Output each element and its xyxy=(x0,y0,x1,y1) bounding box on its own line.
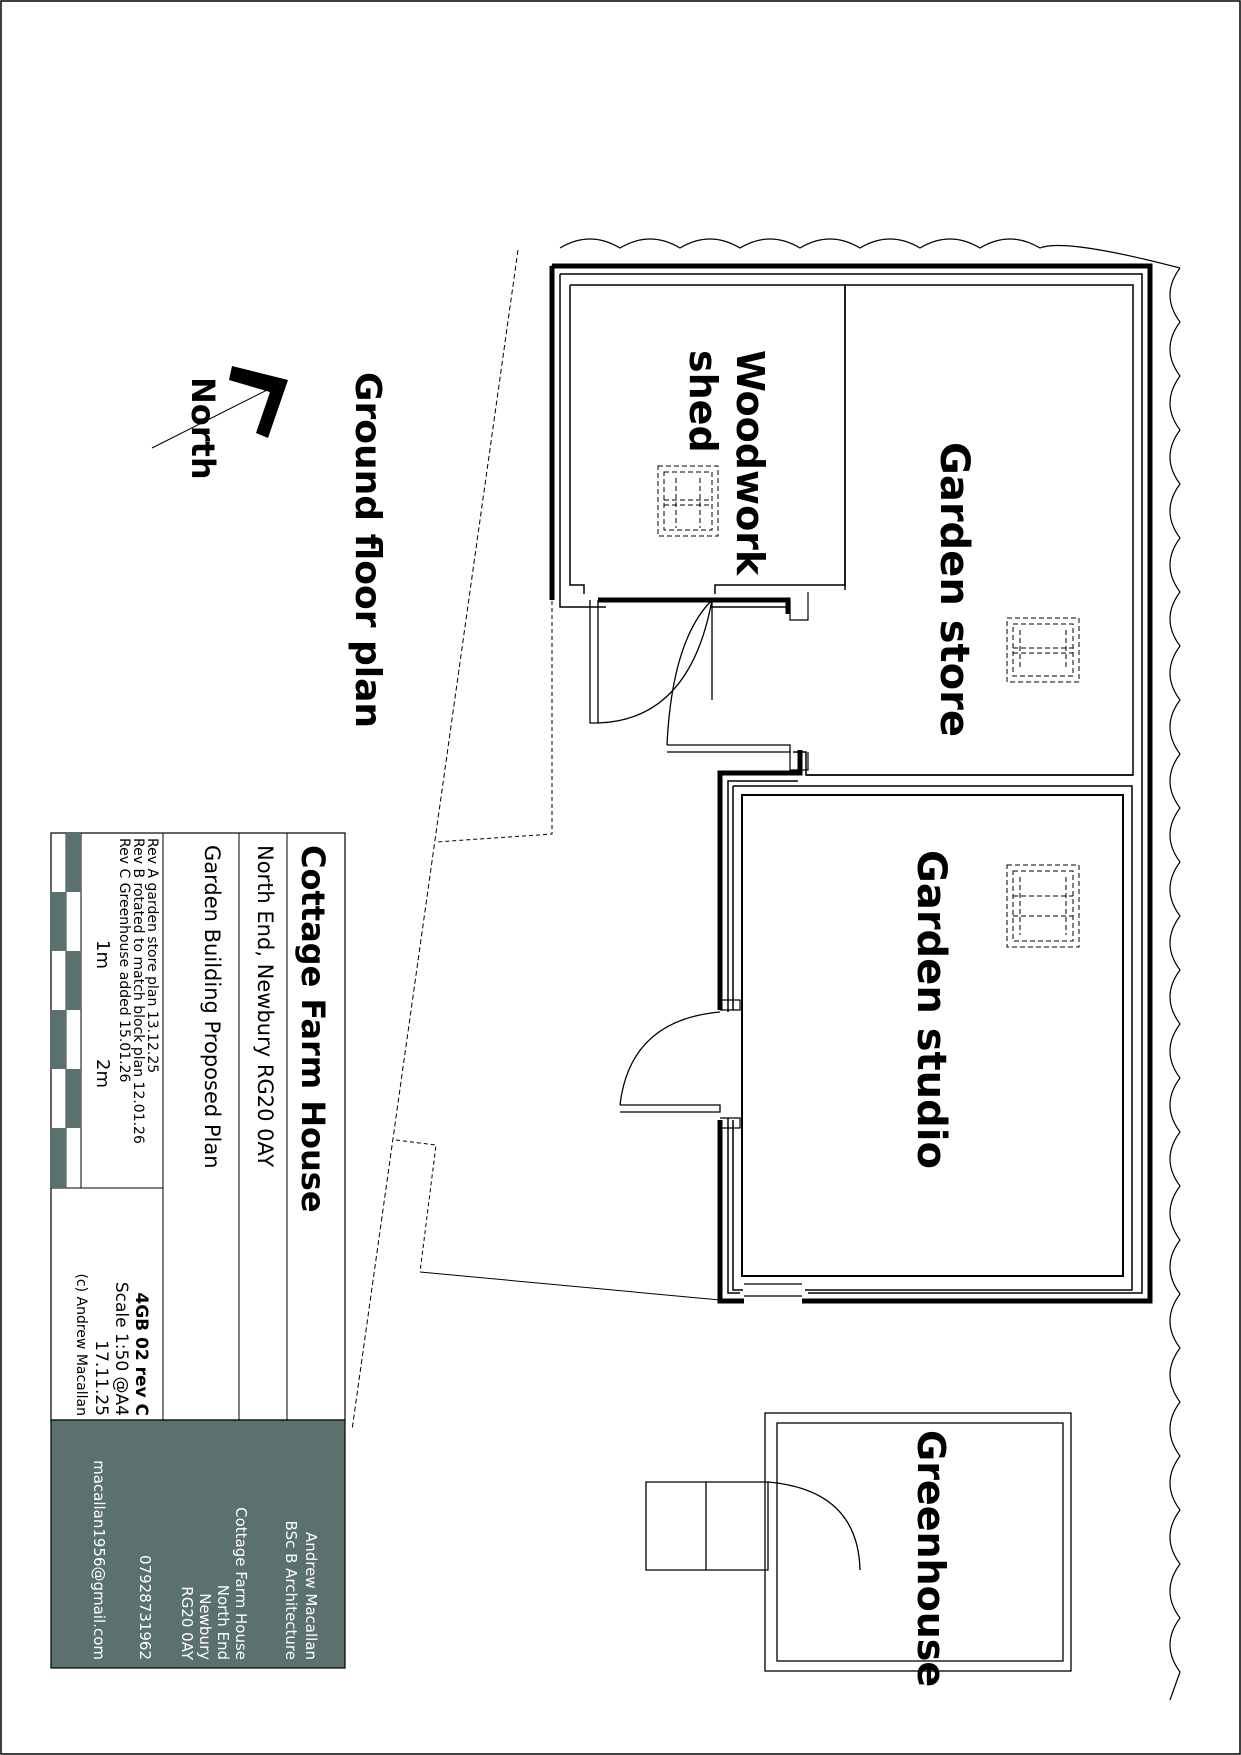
north-arrow-icon xyxy=(229,366,288,438)
project-title: Cottage Farm House xyxy=(294,845,332,1213)
room-label-shed: shed xyxy=(681,350,725,453)
architect-phone: 07928731962 xyxy=(136,1555,154,1660)
revision-c: Rev C Greenhouse added 15.01.26 xyxy=(116,838,132,1083)
room-label-woodwork: Woodwork xyxy=(728,350,772,576)
architect-email: macallan1956@gmail.com xyxy=(90,1460,108,1660)
project-address: North End, Newbury RG20 0AY xyxy=(253,845,277,1168)
greenhouse-door-swing xyxy=(768,1482,860,1570)
rooflight-studio xyxy=(1007,865,1079,947)
scale-bar-segment xyxy=(66,833,81,892)
room-label-garden-store: Garden store xyxy=(931,442,977,737)
room-label-garden-studio: Garden studio xyxy=(908,850,954,1169)
architect-address-line-2: North End xyxy=(214,1584,232,1660)
greenhouse-step xyxy=(646,1482,768,1570)
architect-address-line-3: Newbury xyxy=(196,1593,214,1660)
doors xyxy=(590,600,790,1112)
scale-bar-segment xyxy=(51,892,66,951)
plan-heading: Ground floor plan xyxy=(347,372,388,729)
copyright: (c) Andrew Macallan xyxy=(73,1273,89,1416)
studio-door-leaf xyxy=(620,1105,720,1112)
building-lining xyxy=(570,285,1133,775)
revision-b: Rev B rotated to match block plan 12.01.26 xyxy=(130,838,146,1144)
north-arrow xyxy=(152,366,288,480)
drawing-date: 17.11.25 xyxy=(91,1340,111,1416)
shed-door-leaf xyxy=(590,600,598,723)
architect-address-line-4: RG20 0AY xyxy=(178,1586,196,1660)
building-outer-wall xyxy=(552,266,1150,1301)
store-door-swing xyxy=(667,600,712,745)
drawing-scale: Scale 1:50 @A4 xyxy=(111,1281,131,1416)
studio-door-swing xyxy=(620,1012,720,1105)
scale-bar-segment xyxy=(66,1069,81,1128)
architect-address-line-1: Cottage Farm House xyxy=(232,1507,250,1660)
scale-bar-label-2m: 2m xyxy=(92,1059,113,1088)
shed-door-swing xyxy=(598,600,712,723)
greenhouse xyxy=(646,1413,1071,1671)
revision-a: Rev A garden store plan 13.12.25 xyxy=(144,838,160,1074)
path-edge-dashed-step xyxy=(396,1140,436,1272)
scale-bar-label-1m: 1m xyxy=(92,940,113,969)
scale-bar-segment xyxy=(51,1128,66,1188)
scale-bar-segment xyxy=(51,1010,66,1069)
store-door-leaf xyxy=(667,600,790,752)
path-edge-dashed-inner xyxy=(436,265,552,842)
rooflight-shed xyxy=(658,466,718,536)
scale-bar-segment xyxy=(66,951,81,1010)
title-block xyxy=(51,833,345,1668)
room-labels xyxy=(681,350,977,1687)
building-wall-inner-line xyxy=(560,274,1142,1293)
rooflight-store xyxy=(1007,618,1079,682)
room-label-greenhouse: Greenhouse xyxy=(909,1430,953,1688)
north-label: North xyxy=(184,377,222,480)
architect-name: Andrew Macallan xyxy=(302,1532,320,1660)
drawing-number: 4GB 02 rev C xyxy=(131,1292,151,1416)
hedge-boundary-right xyxy=(1170,268,1180,1700)
path-edge-solid xyxy=(420,1272,720,1300)
architect-qualification: BSc B Architecture xyxy=(282,1520,300,1660)
garden-building xyxy=(552,266,1150,1301)
drawing-title: Garden Building Proposed Plan xyxy=(200,845,224,1169)
